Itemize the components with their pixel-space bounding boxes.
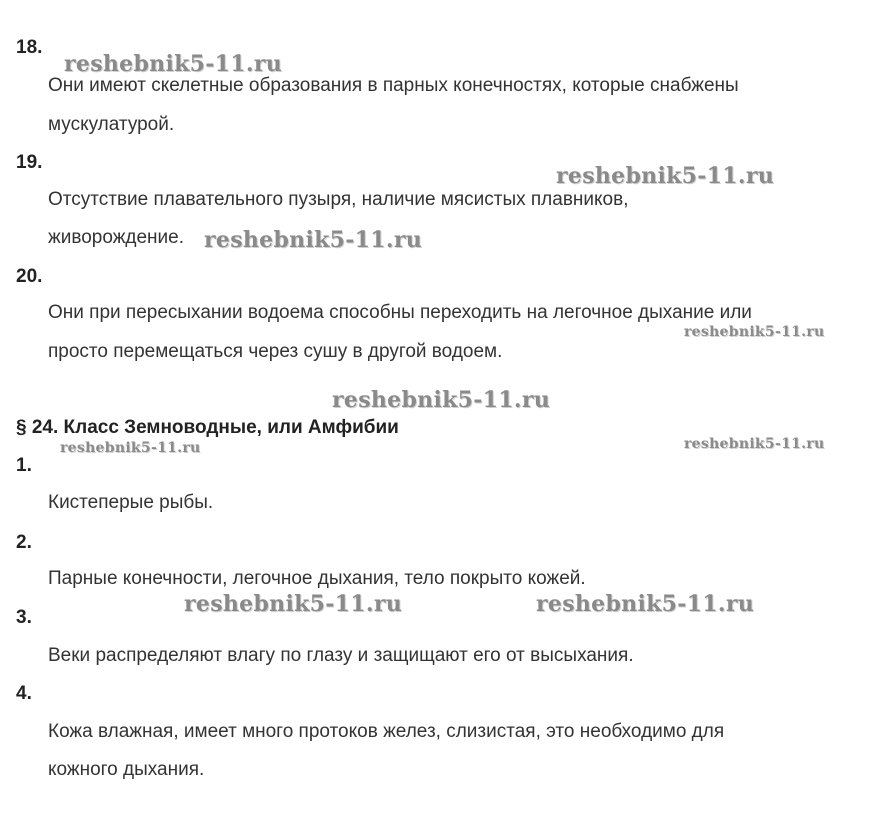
watermark: reshebnik5-11.ru [556, 163, 775, 189]
section-item-number-2: 2. [16, 532, 32, 553]
watermark: reshebnik5-11.ru [60, 440, 201, 456]
watermark: reshebnik5-11.ru [64, 51, 283, 77]
item-number-18: 18. [16, 37, 43, 58]
item-answer-19-line-1: Отсутствие плавательного пузыря, наличие мясистых плавников, [48, 189, 629, 210]
section-item-answer-4-line-1: Кожа влажная, имеет много протоков желез, слизистая, это необходимо для [48, 721, 725, 742]
item-answer-19-line-2: живорождение. [48, 227, 185, 248]
watermark: reshebnik5-11.ru [684, 436, 825, 452]
section-item-number-4: 4. [16, 683, 32, 704]
section-item-number-3: 3. [16, 607, 32, 628]
item-answer-18-line-1: Они имеют скелетные образования в парных конечностях, которые снабжены [48, 75, 739, 96]
item-answer-18-line-2: мускулатурой. [48, 114, 175, 135]
section-item-answer-4-line-2: кожного дыхания. [48, 759, 205, 780]
watermark: reshebnik5-11.ru [332, 387, 551, 413]
section-item-answer-1: Кистеперые рыбы. [48, 492, 214, 513]
item-answer-20-line-1: Они при пересыхании водоема способны переходить на легочное дыхание или [48, 302, 752, 323]
item-number-20: 20. [16, 266, 43, 287]
section-item-answer-2: Парные конечности, легочное дыхания, тело покрыто кожей. [48, 568, 586, 589]
watermark: reshebnik5-11.ru [184, 591, 403, 617]
watermark: reshebnik5-11.ru [536, 591, 755, 617]
section-item-number-1: 1. [16, 455, 32, 476]
item-number-19: 19. [16, 152, 43, 173]
watermark: reshebnik5-11.ru [204, 227, 423, 253]
item-answer-20-line-2: просто перемещаться через сушу в другой водоем. [48, 341, 503, 362]
section-heading: § 24. Класс Земноводные, или Амфибии [16, 417, 399, 438]
section-item-answer-3: Веки распределяют влагу по глазу и защищают его от высыхания. [48, 645, 634, 666]
watermark: reshebnik5-11.ru [684, 324, 825, 340]
